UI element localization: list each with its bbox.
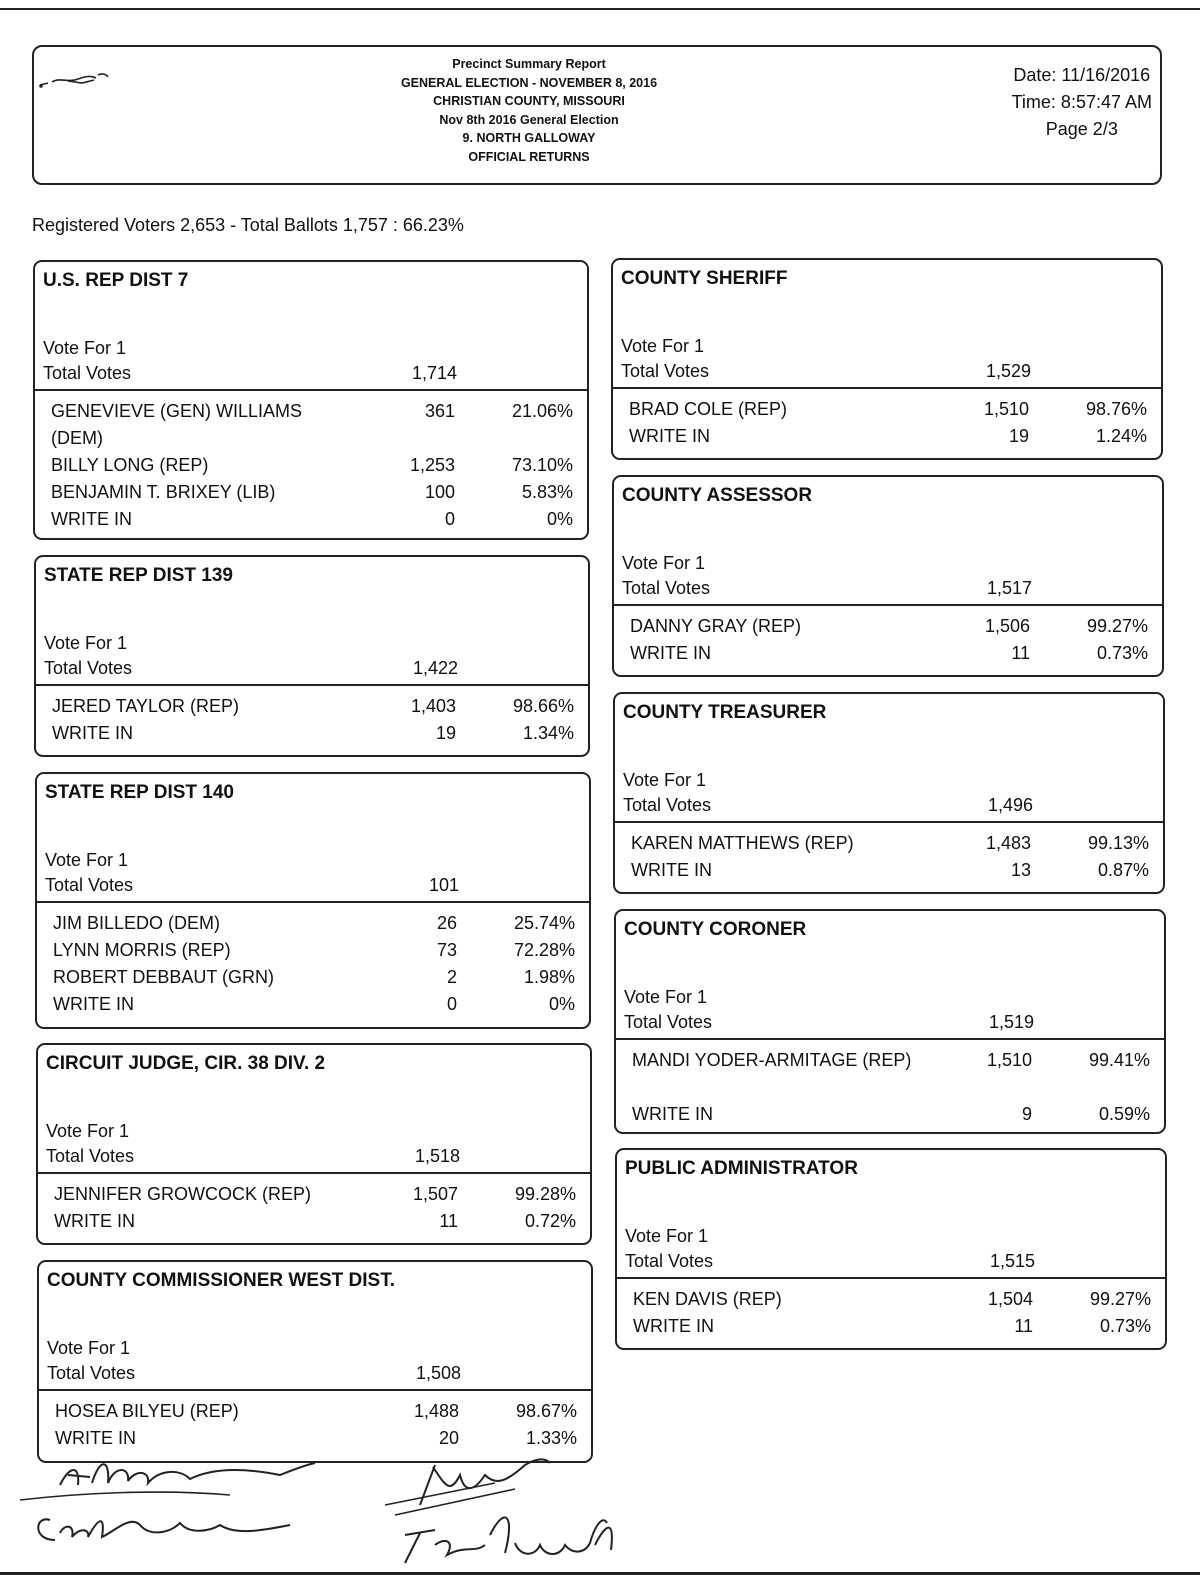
candidate-votes: 361 (424, 401, 455, 421)
contest-divider (616, 1038, 1164, 1040)
candidate-votes: 1,507 (412, 1184, 458, 1204)
candidate-votes: 0 (444, 509, 455, 529)
election-subtitle: Nov 8th 2016 General Election (439, 112, 619, 127)
candidate-list (632, 1047, 1152, 1128)
candidate-row (53, 964, 577, 991)
candidate-list (51, 398, 575, 533)
candidate-row (51, 506, 575, 533)
candidate-percent: 98.67% (515, 1401, 577, 1421)
contest-divider (36, 684, 588, 686)
candidate-row (629, 423, 1149, 450)
contest-box (33, 260, 589, 540)
candidate-percent: 5.83% (521, 482, 573, 502)
county-name: CHRISTIAN COUNTY, MISSOURI (433, 94, 625, 108)
total-votes-label: Total Votes (44, 658, 133, 678)
candidate-list (54, 1181, 578, 1235)
candidate-percent: 21.06% (511, 401, 573, 421)
candidate-list (631, 830, 1151, 884)
candidate-percent: 0.87% (1097, 860, 1149, 880)
candidate-row (52, 720, 576, 747)
candidate-votes: 11 (439, 1211, 458, 1231)
candidate-name: HOSEA BILYEU (REP) (55, 1401, 239, 1421)
candidate-percent: 0.72% (524, 1211, 576, 1231)
candidate-name: JERED TAYLOR (REP) (52, 696, 240, 716)
vote-for-label: Vote For 1 (47, 1338, 131, 1358)
vote-for-label: Vote For 1 (624, 987, 708, 1007)
contest-box (613, 692, 1165, 894)
candidate-name: KAREN MATTHEWS (REP) (631, 833, 854, 853)
candidate-list (53, 910, 577, 1018)
contest-box (37, 1260, 593, 1463)
total-votes-value: 1,515 (989, 1251, 1035, 1271)
candidate-percent: 73.10% (511, 455, 573, 475)
vote-for-label: Vote For 1 (43, 338, 127, 358)
candidate-row (631, 857, 1151, 884)
candidate-list (629, 396, 1149, 450)
report-time: Time: 8:57:47 AM (1011, 92, 1152, 112)
vote-for-label: Vote For 1 (625, 1226, 709, 1246)
total-votes-value: 1,519 (988, 1012, 1034, 1032)
candidate-name: KEN DAVIS (REP) (633, 1289, 782, 1309)
contest-title: STATE REP DIST 140 (45, 782, 234, 803)
contest-box (615, 1148, 1167, 1350)
total-votes-value: 1,422 (412, 658, 458, 678)
candidate-list (55, 1398, 579, 1452)
candidate-row (51, 398, 575, 452)
candidate-row (632, 1101, 1152, 1128)
total-votes-row (44, 658, 588, 682)
precinct-name: 9. NORTH GALLOWAY (462, 131, 596, 145)
total-votes-value: 1,529 (985, 361, 1031, 381)
candidate-percent: 98.66% (512, 696, 574, 716)
report-meta (1012, 62, 1152, 143)
candidate-votes: 1,483 (985, 833, 1031, 853)
report-title: Precinct Summary Report (452, 57, 606, 71)
candidate-votes: 1,506 (984, 616, 1030, 636)
candidate-votes: 9 (1021, 1104, 1032, 1124)
total-votes-label: Total Votes (623, 795, 712, 815)
candidate-votes: 2 (446, 967, 457, 987)
candidate-name: WRITE IN (630, 643, 711, 663)
candidate-percent: 99.27% (1086, 616, 1148, 636)
candidate-name: WRITE IN (54, 1211, 135, 1231)
candidate-list (633, 1286, 1153, 1340)
contest-title: COUNTY SHERIFF (621, 268, 788, 289)
candidate-row (631, 830, 1151, 857)
candidate-name: WRITE IN (629, 426, 710, 446)
contest-divider (39, 1389, 591, 1391)
total-votes-row (45, 875, 589, 899)
total-votes-value: 1,517 (986, 578, 1032, 598)
candidate-percent: 1.34% (522, 723, 574, 743)
vote-for-label: Vote For 1 (623, 770, 707, 790)
contest-title: PUBLIC ADMINISTRATOR (625, 1158, 858, 1179)
vote-for-label: Vote For 1 (45, 850, 129, 870)
candidate-votes: 1,510 (983, 399, 1029, 419)
contest-divider (37, 901, 589, 903)
candidate-percent: 0.59% (1098, 1104, 1150, 1124)
candidate-percent: 1.24% (1095, 426, 1147, 446)
candidate-name: WRITE IN (51, 509, 132, 529)
report-header (32, 45, 1162, 185)
contest-title: COUNTY CORONER (624, 919, 807, 940)
total-votes-label: Total Votes (45, 875, 134, 895)
contest-title: STATE REP DIST 139 (44, 565, 233, 586)
total-votes-row (622, 578, 1162, 602)
candidate-votes: 100 (424, 482, 455, 502)
report-date: Date: 11/16/2016 (1013, 65, 1151, 85)
candidate-percent: 72.28% (513, 940, 575, 960)
total-votes-value: 1,518 (414, 1146, 460, 1166)
contest-box (611, 258, 1163, 460)
election-name: GENERAL ELECTION - NOVEMBER 8, 2016 (400, 75, 658, 90)
total-votes-row (625, 1251, 1165, 1275)
candidate-votes: 1,403 (410, 696, 456, 716)
candidate-percent: 25.74% (513, 913, 575, 933)
registered-voters-summary: Registered Voters 2,653 - Total Ballots 1,757 : 66.23% (32, 215, 464, 235)
candidate-votes: 11 (1014, 1316, 1033, 1336)
candidate-votes: 20 (438, 1428, 459, 1448)
total-votes-label: Total Votes (622, 578, 711, 598)
candidate-percent: 0.73% (1099, 1316, 1151, 1336)
contest-title: U.S. REP DIST 7 (43, 270, 189, 291)
candidate-name: BILLY LONG (REP) (51, 455, 209, 475)
candidate-name: WRITE IN (53, 994, 134, 1014)
candidate-percent: 0.73% (1096, 643, 1148, 663)
candidate-list (52, 693, 576, 747)
candidate-row (629, 396, 1149, 423)
candidate-name: BRAD COLE (REP) (629, 399, 788, 419)
top-rule (0, 8, 1200, 10)
candidate-row (633, 1313, 1153, 1340)
vote-for-label: Vote For 1 (621, 336, 705, 356)
total-votes-row (43, 363, 587, 387)
candidate-votes: 1,504 (987, 1289, 1033, 1309)
total-votes-value: 101 (428, 875, 459, 895)
page-number: Page 2/3 (1045, 119, 1118, 139)
candidate-name: MANDI YODER-ARMITAGE (REP) (632, 1050, 912, 1070)
candidate-percent: 99.27% (1089, 1289, 1151, 1309)
candidate-votes: 0 (446, 994, 457, 1014)
total-votes-row (623, 795, 1163, 819)
report-title-block (304, 55, 754, 166)
total-votes-label: Total Votes (621, 361, 710, 381)
candidate-name: GENEVIEVE (GEN) WILLIAMS (DEM) (51, 401, 303, 448)
total-votes-row (46, 1146, 590, 1170)
returns-status: OFFICIAL RETURNS (468, 149, 590, 164)
candidate-row (630, 613, 1150, 640)
vote-for-label: Vote For 1 (622, 553, 706, 573)
candidate-row (55, 1398, 579, 1425)
contest-box (35, 772, 591, 1029)
candidate-row (53, 910, 577, 937)
candidate-name: DANNY GRAY (REP) (630, 616, 802, 636)
candidate-row (51, 479, 575, 506)
total-votes-row (621, 361, 1161, 385)
candidate-name: WRITE IN (55, 1428, 136, 1448)
total-votes-label: Total Votes (625, 1251, 714, 1271)
candidate-votes: 19 (435, 723, 456, 743)
total-votes-label: Total Votes (47, 1363, 136, 1383)
candidate-percent: 1.98% (523, 967, 575, 987)
signature-2-icon (375, 1445, 635, 1575)
contest-title: CIRCUIT JUDGE, CIR. 38 DIV. 2 (46, 1053, 326, 1074)
candidate-list (630, 613, 1150, 667)
candidate-votes: 26 (436, 913, 457, 933)
candidate-votes: 11 (1011, 643, 1030, 663)
contest-divider (613, 387, 1161, 389)
candidate-percent: 0% (548, 994, 575, 1014)
total-votes-row (624, 1012, 1164, 1036)
candidate-votes: 19 (1008, 426, 1029, 446)
candidate-row (53, 991, 577, 1018)
candidate-votes: 13 (1010, 860, 1031, 880)
candidate-name: JENNIFER GROWCOCK (REP) (54, 1184, 312, 1204)
candidate-percent: 98.76% (1085, 399, 1147, 419)
contest-title: COUNTY TREASURER (623, 702, 827, 723)
candidate-percent: 1.33% (525, 1428, 577, 1448)
candidate-row (633, 1286, 1153, 1313)
contest-box (34, 555, 590, 757)
total-votes-row (47, 1363, 591, 1387)
signature-1-icon (20, 1445, 330, 1570)
total-votes-label: Total Votes (46, 1146, 135, 1166)
vote-for-label: Vote For 1 (44, 633, 128, 653)
bird-logo-icon (38, 69, 118, 93)
candidate-name: WRITE IN (631, 860, 712, 880)
contest-title: COUNTY ASSESSOR (622, 485, 813, 506)
total-votes-value: 1,508 (415, 1363, 461, 1383)
candidate-votes: 73 (436, 940, 457, 960)
vote-for-label: Vote For 1 (46, 1121, 130, 1141)
candidate-row (53, 937, 577, 964)
total-votes-value: 1,714 (411, 363, 457, 383)
candidate-row (632, 1047, 1152, 1101)
contest-divider (614, 604, 1162, 606)
contest-box (614, 909, 1166, 1134)
candidate-name: WRITE IN (632, 1104, 713, 1124)
contest-box (612, 475, 1164, 677)
candidate-percent: 99.28% (514, 1184, 576, 1204)
contest-divider (35, 389, 587, 391)
candidate-percent: 99.41% (1088, 1050, 1150, 1070)
candidate-row (51, 452, 575, 479)
contest-divider (615, 821, 1163, 823)
candidate-percent: 99.13% (1087, 833, 1149, 853)
contest-title: COUNTY COMMISSIONER WEST DIST. (47, 1270, 396, 1291)
candidate-votes: 1,510 (986, 1050, 1032, 1070)
contest-divider (38, 1172, 590, 1174)
bottom-rule (0, 1572, 1200, 1575)
total-votes-label: Total Votes (43, 363, 132, 383)
candidate-row (630, 640, 1150, 667)
candidate-name: ROBERT DEBBAUT (GRN) (53, 967, 275, 987)
candidate-percent: 0% (546, 509, 573, 529)
candidate-name: JIM BILLEDO (DEM) (53, 913, 221, 933)
candidate-row (54, 1181, 578, 1208)
candidate-name: WRITE IN (52, 723, 133, 743)
candidate-name: BENJAMIN T. BRIXEY (LIB) (51, 482, 276, 502)
total-votes-value: 1,496 (987, 795, 1033, 815)
total-votes-label: Total Votes (624, 1012, 713, 1032)
candidate-votes: 1,253 (409, 455, 455, 475)
contest-divider (617, 1277, 1165, 1279)
candidate-row (52, 693, 576, 720)
candidate-row (54, 1208, 578, 1235)
candidate-name: LYNN MORRIS (REP) (53, 940, 231, 960)
candidate-name: WRITE IN (633, 1316, 714, 1336)
candidate-votes: 1,488 (413, 1401, 459, 1421)
contest-box (36, 1043, 592, 1245)
